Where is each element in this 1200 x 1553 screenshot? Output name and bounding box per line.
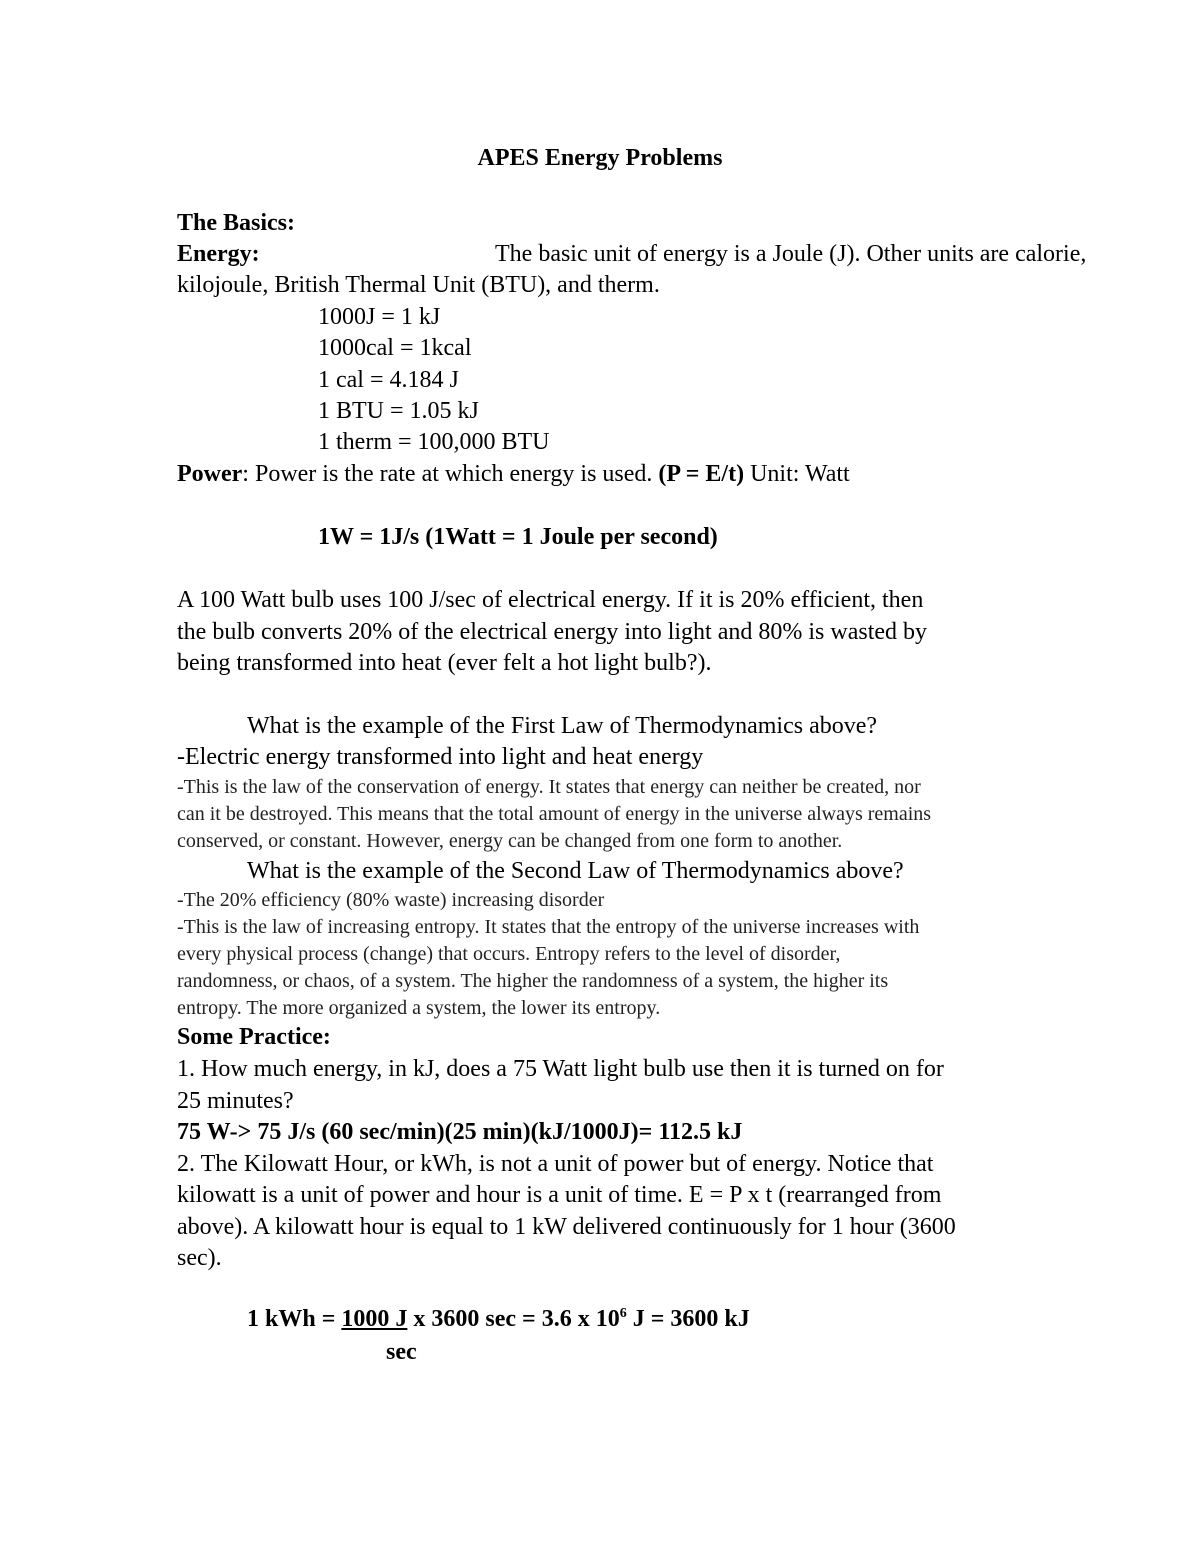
- answer-1: 75 W-> 75 J/s (60 sec/min)(25 min)(kJ/1000J)= 112.5 kJ: [177, 1119, 743, 1145]
- conversion-item: 1 cal = 4.184 J: [318, 367, 459, 393]
- bulb-paragraph-line: A 100 Watt bulb uses 100 J/sec of electrical energy. If it is 20% efficient, then: [177, 587, 924, 613]
- first-law-explanation-line: can it be destroyed. This means that the total amount of energy in the universe always remains: [177, 803, 932, 825]
- bulb-paragraph-line: being transformed into heat (ever felt a hot light bulb?).: [177, 650, 712, 676]
- conversion-item: 1 BTU = 1.05 kJ: [318, 398, 479, 424]
- power-unit: Unit: Watt: [744, 461, 850, 487]
- question-2-line: sec).: [177, 1245, 222, 1271]
- kwh-formula-exponent: 6: [619, 1306, 627, 1321]
- first-law-answer: -Electric energy transformed into light and heat energy: [177, 744, 704, 770]
- energy-definition: The basic unit of energy is a Joule (J). Other units are calorie,: [495, 241, 1087, 267]
- kwh-formula-numerator: 1000 J: [341, 1306, 408, 1332]
- energy-label: Energy:: [177, 241, 260, 267]
- conversion-item: 1000J = 1 kJ: [318, 304, 441, 330]
- first-law-explanation-line: -This is the law of the conservation of energy. It states that energy can neither be created, nor: [177, 776, 921, 798]
- kwh-formula-lhs: 1 kWh =: [247, 1306, 342, 1332]
- watt-definition: 1W = 1J/s (1Watt = 1 Joule per second): [318, 524, 718, 550]
- basics-heading: The Basics:: [177, 210, 296, 236]
- practice-heading: Some Practice:: [177, 1024, 331, 1050]
- energy-line-1: [177, 239, 1087, 270]
- kwh-formula-middle: x 3600 sec = 3.6 x 10: [407, 1306, 620, 1332]
- question-1-line: 25 minutes?: [177, 1088, 294, 1114]
- kwh-formula-denominator: sec: [386, 1339, 417, 1365]
- bulb-paragraph-line: the bulb converts 20% of the electrical energy into light and 80% is wasted by: [177, 619, 928, 645]
- second-law-explanation-line: entropy. The more organized a system, the lower its entropy.: [177, 997, 661, 1019]
- second-law-explanation-line: every physical process (change) that occurs. Entropy refers to the level of disorder,: [177, 943, 841, 965]
- second-law-question: What is the example of the Second Law of Thermodynamics above?: [247, 858, 904, 884]
- first-law-explanation-line: conserved, or constant. However, energy can be changed from one form to another.: [177, 830, 843, 852]
- conversion-item: 1 therm = 100,000 BTU: [318, 429, 550, 455]
- energy-line-2: kilojoule, British Thermal Unit (BTU), and therm.: [177, 272, 660, 298]
- power-formula: (P = E/t): [658, 461, 745, 487]
- power-text: : Power is the rate at which energy is used.: [242, 461, 659, 487]
- kwh-formula: [247, 1306, 750, 1333]
- first-law-question: What is the example of the First Law of Thermodynamics above?: [247, 713, 878, 739]
- conversion-item: 1000cal = 1kcal: [318, 335, 472, 361]
- question-1-line: 1. How much energy, in kJ, does a 75 Watt light bulb use then it is turned on for: [177, 1056, 944, 1082]
- kwh-formula-result: J = 3600 kJ: [626, 1306, 750, 1332]
- question-2-line: 2. The Kilowatt Hour, or kWh, is not a unit of power but of energy. Notice that: [177, 1151, 934, 1177]
- page-title: APES Energy Problems: [477, 145, 723, 171]
- second-law-explanation-line: randomness, or chaos, of a system. The higher the randomness of a system, the higher its: [177, 970, 889, 992]
- power-line: [177, 459, 850, 490]
- second-law-answer: -The 20% efficiency (80% waste) increasing disorder: [177, 889, 605, 911]
- question-2-line: above). A kilowatt hour is equal to 1 kW delivered continuously for 1 hour (3600: [177, 1214, 956, 1240]
- power-label: Power: [177, 461, 243, 487]
- second-law-explanation-line: -This is the law of increasing entropy. It states that the entropy of the universe increases with: [177, 916, 920, 938]
- question-2-line: kilowatt is a unit of power and hour is a unit of time. E = P x t (rearranged from: [177, 1182, 942, 1208]
